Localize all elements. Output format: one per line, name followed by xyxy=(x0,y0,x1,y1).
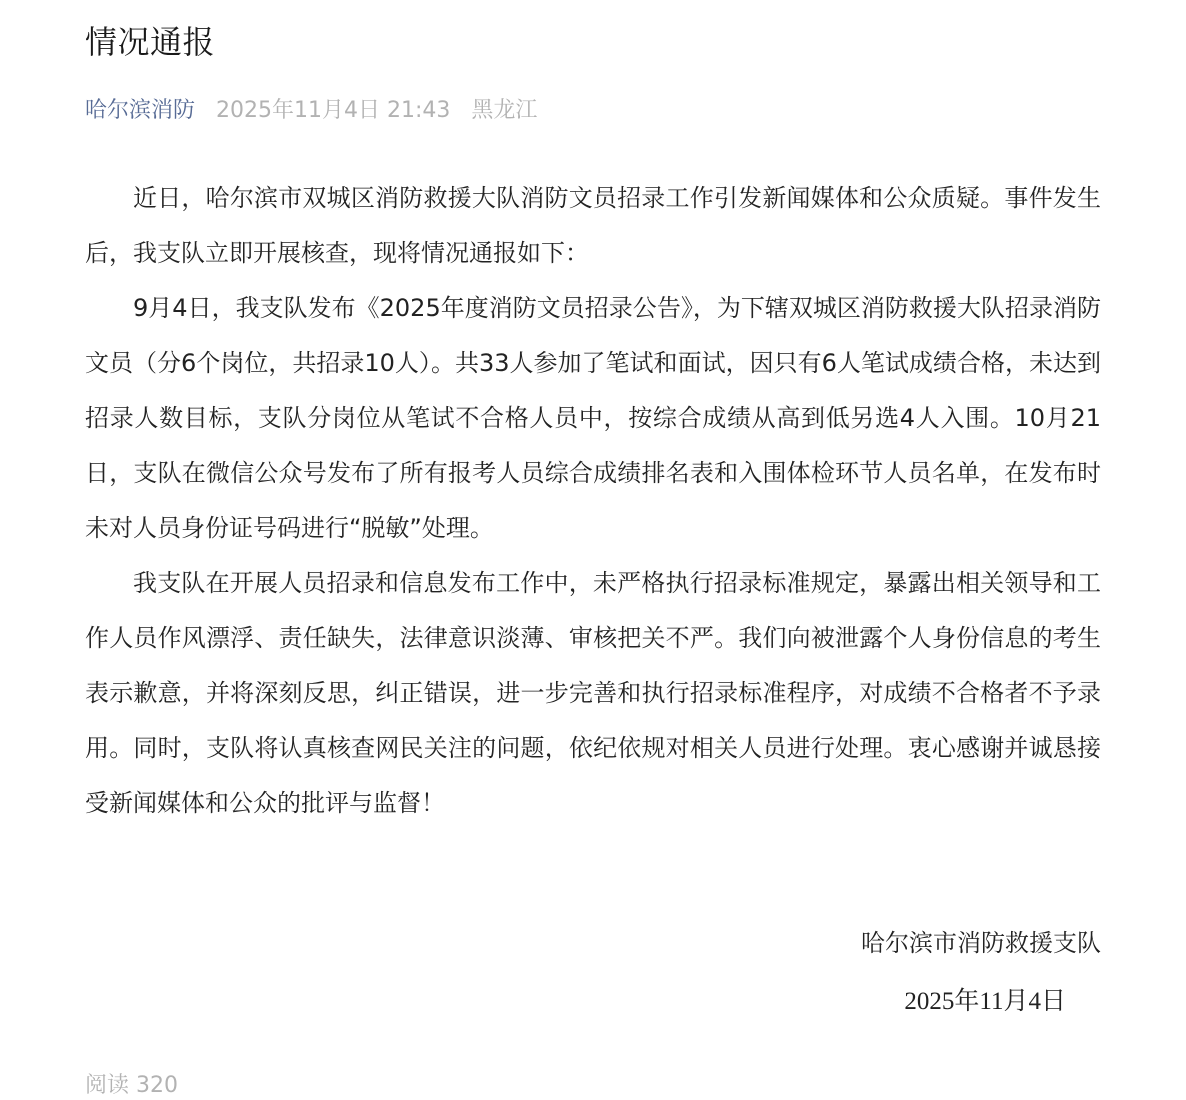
paragraph-1: 近日，哈尔滨市双城区消防救援大队消防文员招录工作引发新闻媒体和公众质疑。事件发生后，我支队立即开展核查，现将情况通报如下： xyxy=(85,184,1101,267)
publish-time: 2025年11月4日 21:43 xyxy=(216,98,451,123)
article-title: 情况通报 xyxy=(85,23,216,61)
signature-block xyxy=(861,916,1101,1029)
paragraph-2: 9月4日，我支队发布《2025年度消防文员招录公告》，为下辖双城区消防救援大队招录消防文员（分6个岗位，共招录10人）。共33人参加了笔试和面试，因只有6人笔试成绩合格，未达到招录人数目标，支队分岗位从笔试不合格人员中，按综合成绩从高到低另选4人入围。10月21日，支队在微信公众号发布了所有报考人员综合成绩排名表和入围体检环节人员名单，在发布时未对人员身份证号码进行“脱敏”处理。 xyxy=(85,294,1101,542)
paragraph-3: 我支队在开展人员招录和信息发布工作中，未严格执行招录标准规定，暴露出相关领导和工作人员作风漂浮、责任缺失，法律意识淡薄、审核把关不严。我们向被泄露个人身份信息的考生表示歉意，并将深刻反思，纠正错误，进一步完善和执行招录标准程序，对成绩不合格者不予录用。同时，支队将认真核查网民关注的问题，依纪依规对相关人员进行处理。衷心感谢并诚恳接受新闻媒体和公众的批评与监督！ xyxy=(85,569,1101,817)
account-name-link[interactable]: 哈尔滨消防 xyxy=(85,98,196,123)
article-meta xyxy=(85,96,1101,126)
read-count: 阅读 320 xyxy=(85,1073,178,1098)
article-content xyxy=(85,171,1101,831)
signature-organization: 哈尔滨市消防救援支队 xyxy=(861,929,1101,957)
publish-location: 黑龙江 xyxy=(471,98,538,123)
article xyxy=(85,0,1101,1015)
signature-date: 2025年11月4日 xyxy=(904,988,1066,1015)
